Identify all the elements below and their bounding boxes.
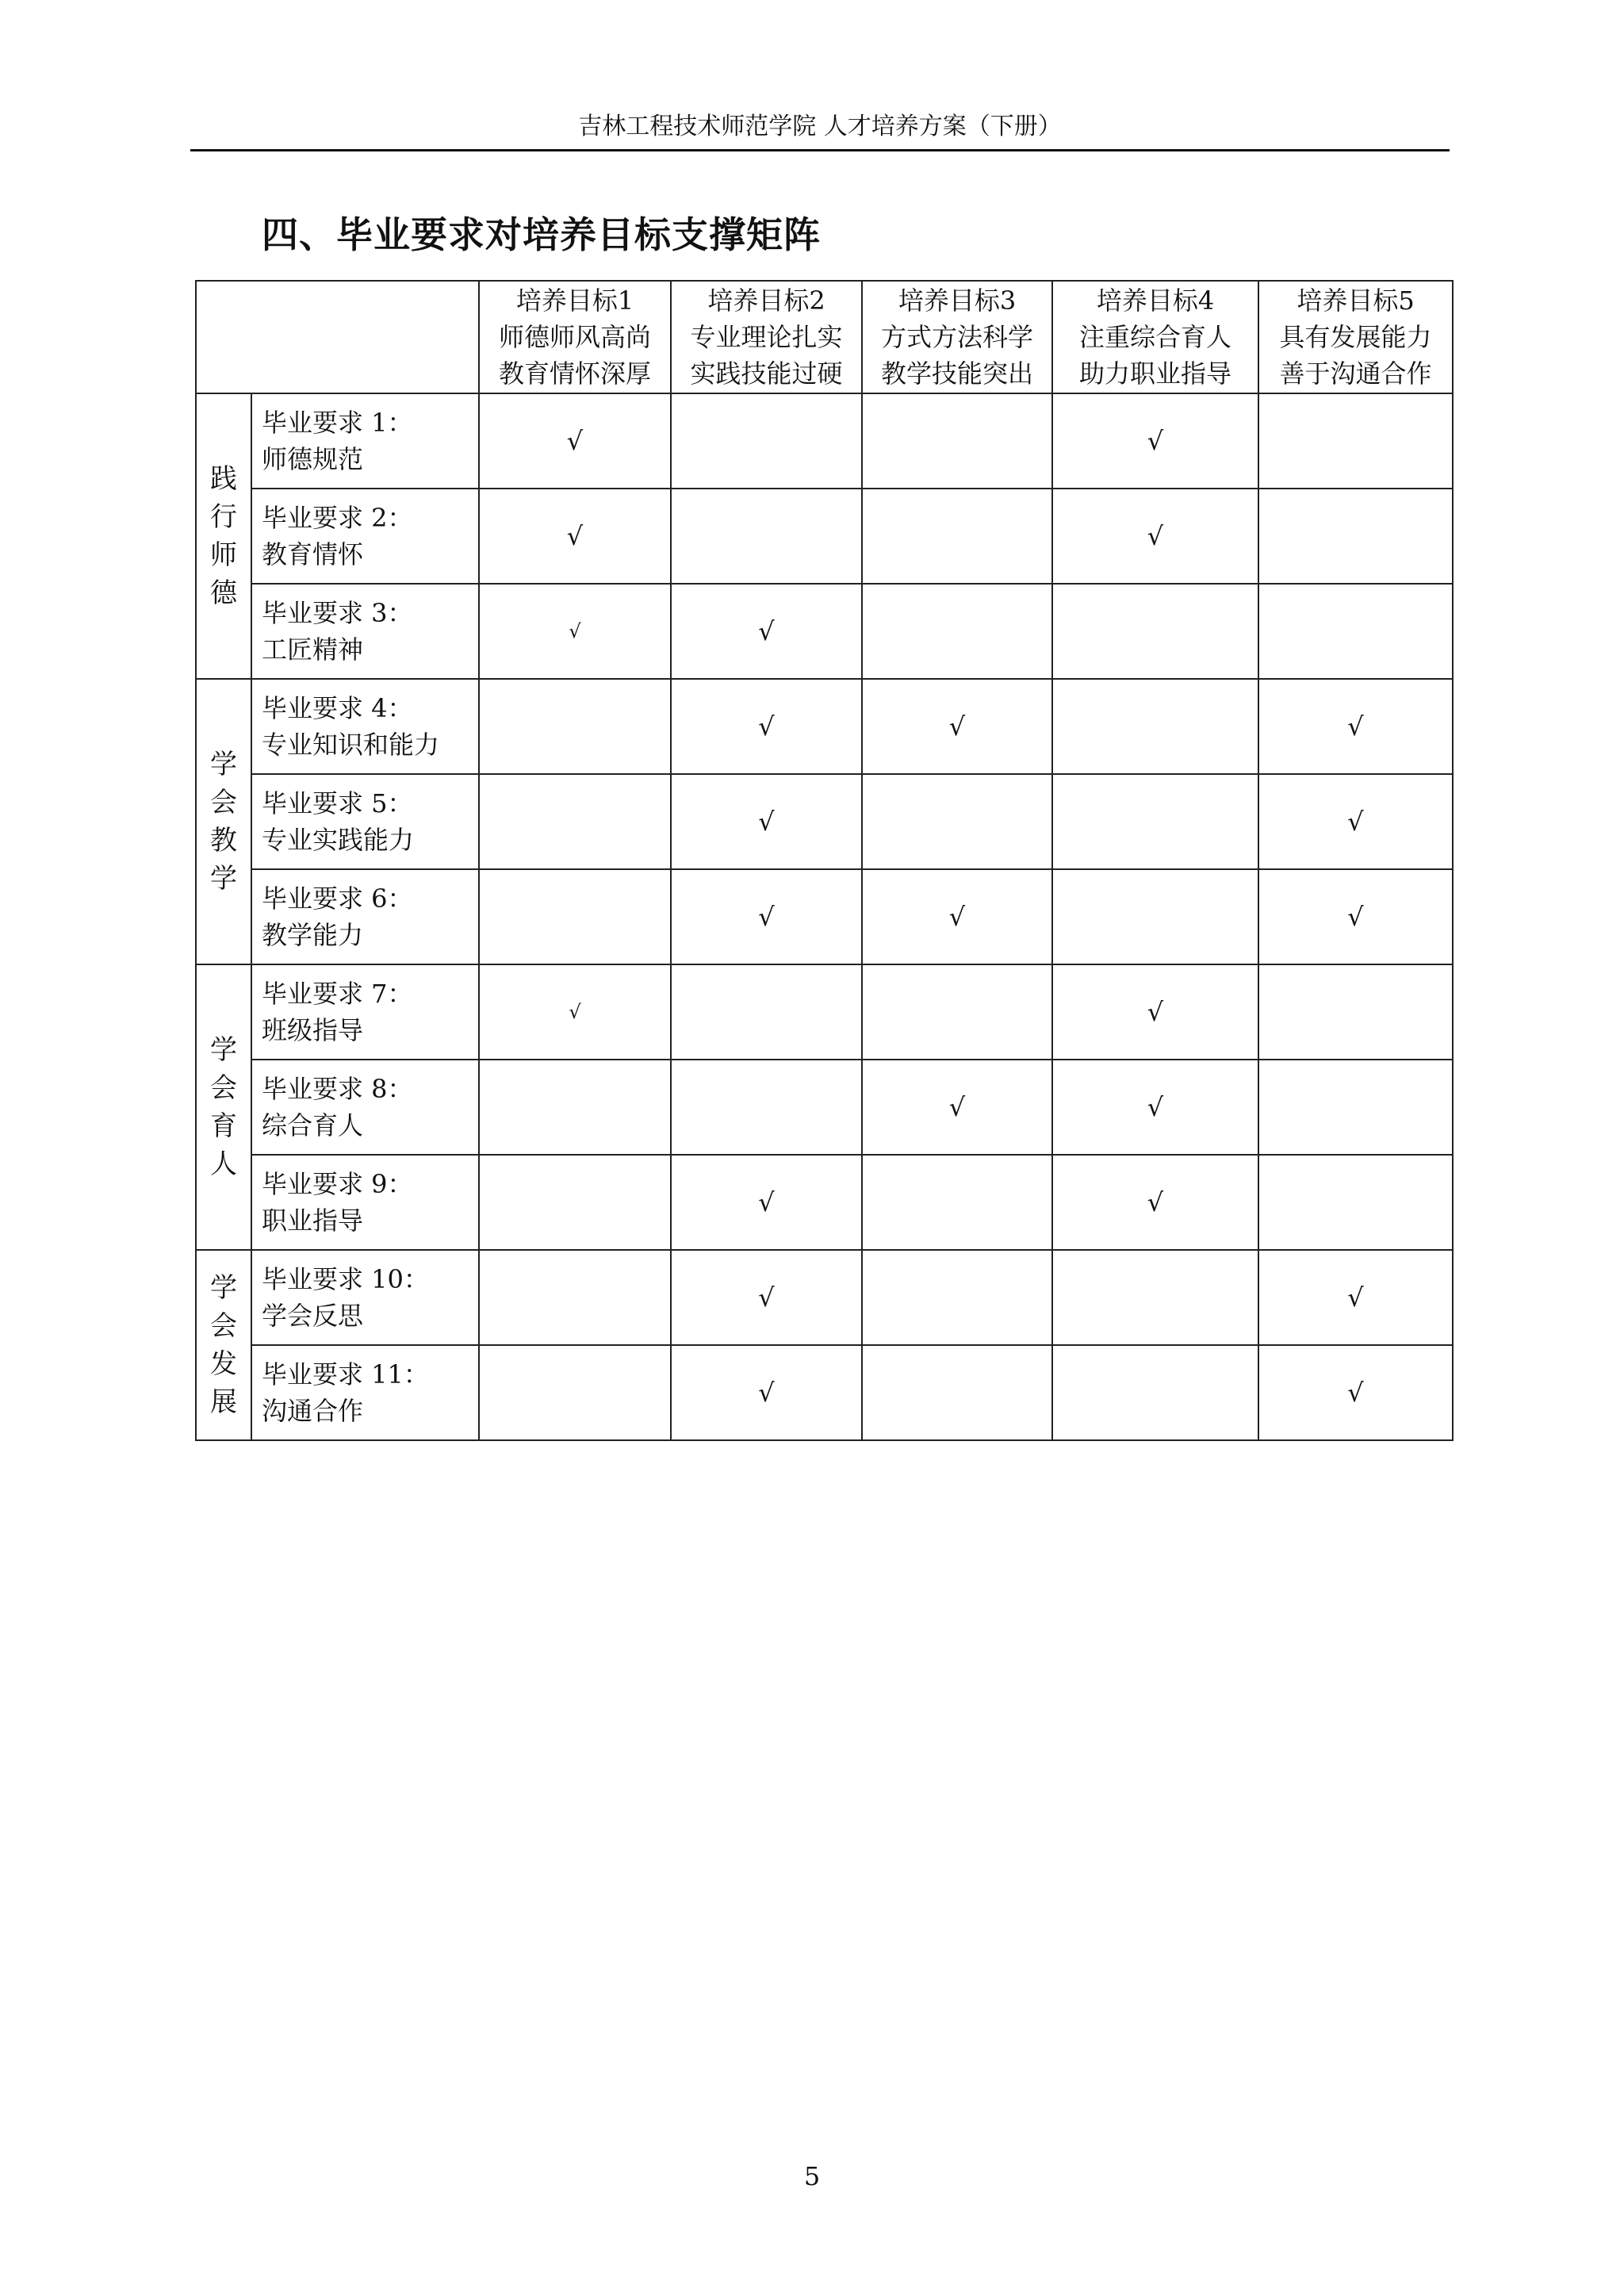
requirement-number: 毕业要求 10：	[262, 1264, 429, 1294]
group-label-char: 学	[210, 1272, 237, 1304]
group-label-cell	[196, 1250, 251, 1440]
support-mark-cell	[1258, 489, 1453, 584]
header-divider	[190, 149, 1450, 151]
support-mark-cell: √	[479, 489, 671, 584]
requirement-name: 综合育人	[262, 1110, 364, 1140]
group-label-char: 教	[210, 825, 237, 857]
column-header-desc: 具有发展能力	[1279, 322, 1432, 352]
support-mark-cell: √	[1052, 489, 1258, 584]
support-mark-cell	[1052, 1345, 1258, 1440]
group-label-char: 德	[210, 577, 237, 609]
requirement-cell	[251, 1155, 479, 1250]
requirement-number: 毕业要求 8：	[262, 1074, 413, 1104]
support-mark-cell: √	[671, 584, 862, 679]
support-mark-cell: √	[1052, 393, 1258, 489]
support-mark-cell: √	[671, 679, 862, 774]
requirement-number: 毕业要求 1：	[262, 408, 413, 438]
column-header-goal-2	[671, 281, 862, 393]
support-mark-cell: √	[1258, 1250, 1453, 1345]
group-label-char: 会	[210, 787, 237, 818]
group-label-cell	[196, 964, 251, 1250]
requirement-number: 毕业要求 9：	[262, 1169, 413, 1199]
requirement-number: 毕业要求 6：	[262, 884, 413, 914]
requirement-number: 毕业要求 3：	[262, 598, 413, 628]
support-mark-cell	[1052, 1250, 1258, 1345]
requirement-name: 专业知识和能力	[262, 730, 440, 760]
column-header-goal-4	[1052, 281, 1258, 393]
requirement-number: 毕业要求 2：	[262, 503, 413, 533]
support-mark-cell: √	[479, 393, 671, 489]
support-mark-cell: √	[671, 774, 862, 869]
support-mark-cell: √	[862, 869, 1052, 964]
support-mark-cell	[862, 489, 1052, 584]
column-header-desc: 教育情怀深厚	[498, 358, 651, 389]
group-label-char: 学	[210, 1034, 237, 1066]
group-label-char: 学	[210, 749, 237, 780]
support-mark-cell: √	[479, 584, 671, 679]
requirement-cell	[251, 1345, 479, 1440]
support-mark-cell	[479, 679, 671, 774]
column-header-desc: 专业理论扎实	[690, 322, 843, 352]
group-label-char: 展	[210, 1386, 237, 1418]
column-header-desc: 助力职业指导	[1078, 358, 1231, 389]
support-mark-cell	[1258, 964, 1453, 1060]
support-mark-cell: √	[671, 1250, 862, 1345]
column-header-desc: 善于沟通合作	[1279, 358, 1432, 389]
support-mark-cell	[671, 393, 862, 489]
support-mark-cell	[862, 393, 1052, 489]
page-number: 5	[803, 2161, 821, 2191]
support-mark-cell: √	[671, 869, 862, 964]
support-mark-cell	[862, 1250, 1052, 1345]
group-label-char: 育	[210, 1110, 237, 1142]
support-mark-cell	[1258, 584, 1453, 679]
support-mark-cell: √	[479, 964, 671, 1060]
table-header-row	[196, 281, 1453, 393]
group-label-char: 会	[210, 1072, 237, 1104]
requirement-cell	[251, 679, 479, 774]
header-corner-cell	[196, 281, 479, 393]
requirement-cell	[251, 774, 479, 869]
requirement-cell	[251, 869, 479, 964]
column-header-title: 培养目标1	[515, 286, 634, 316]
support-mark-cell	[862, 1155, 1052, 1250]
support-mark-cell: √	[862, 679, 1052, 774]
support-mark-cell	[479, 1250, 671, 1345]
table-row	[196, 1250, 1453, 1345]
column-header-title: 培养目标5	[1297, 286, 1415, 316]
table-row	[196, 584, 1453, 679]
table-row	[196, 1345, 1453, 1440]
table-row	[196, 679, 1453, 774]
support-mark-cell	[479, 1155, 671, 1250]
group-label-cell	[196, 393, 251, 679]
column-header-desc: 实践技能过硬	[690, 358, 843, 389]
table-body	[196, 393, 1453, 1440]
requirement-number: 毕业要求 7：	[262, 979, 413, 1009]
support-mark-cell	[671, 1060, 862, 1155]
support-mark-cell: √	[862, 1060, 1052, 1155]
requirement-cell	[251, 584, 479, 679]
support-mark-cell	[862, 964, 1052, 1060]
column-header-title: 培养目标3	[898, 286, 1017, 316]
support-mark-cell: √	[671, 1345, 862, 1440]
support-mark-cell	[1052, 679, 1258, 774]
column-header-goal-5	[1258, 281, 1453, 393]
support-mark-cell	[862, 1345, 1052, 1440]
group-label-char: 会	[210, 1310, 237, 1342]
section-title: 四、毕业要求对培养目标支撑矩阵	[262, 213, 821, 256]
group-label-char: 人	[210, 1148, 237, 1180]
support-mark-cell	[479, 1060, 671, 1155]
group-label-char: 师	[210, 539, 237, 571]
group-label-char: 发	[210, 1348, 237, 1380]
column-header-title: 培养目标4	[1096, 286, 1215, 316]
support-mark-cell	[1052, 869, 1258, 964]
requirement-name: 师德规范	[262, 444, 364, 474]
support-mark-cell	[862, 774, 1052, 869]
support-mark-cell	[479, 1345, 671, 1440]
requirement-cell	[251, 1060, 479, 1155]
requirement-name: 专业实践能力	[262, 825, 415, 855]
support-mark-cell	[1258, 1060, 1453, 1155]
group-label-cell	[196, 679, 251, 964]
group-label-char: 行	[210, 501, 237, 533]
requirement-name: 职业指导	[262, 1205, 364, 1236]
column-header-desc: 方式方法科学	[880, 322, 1033, 352]
support-mark-cell	[1258, 393, 1453, 489]
requirement-name: 教学能力	[262, 920, 364, 950]
column-header-goal-1	[479, 281, 671, 393]
requirement-name: 学会反思	[262, 1301, 364, 1331]
table-row	[196, 393, 1453, 489]
requirement-cell	[251, 1250, 479, 1345]
group-label-char: 践	[210, 463, 237, 495]
column-header-goal-3	[862, 281, 1052, 393]
support-mark-cell	[671, 964, 862, 1060]
requirement-number: 毕业要求 4：	[262, 693, 413, 723]
support-mark-cell	[1258, 1155, 1453, 1250]
requirement-name: 沟通合作	[262, 1396, 364, 1426]
support-mark-cell	[479, 869, 671, 964]
support-mark-cell: √	[1258, 1345, 1453, 1440]
requirement-name: 工匠精神	[262, 634, 364, 665]
requirement-cell	[251, 393, 479, 489]
page-header: 吉林工程技术师范学院 人才培养方案（下册）	[578, 113, 1062, 140]
table-row	[196, 1155, 1453, 1250]
support-mark-cell: √	[1052, 964, 1258, 1060]
requirement-cell	[251, 489, 479, 584]
column-header-desc: 师德师风高尚	[498, 322, 651, 352]
group-label-char: 学	[210, 863, 237, 895]
column-header-title: 培养目标2	[707, 286, 825, 316]
column-header-desc: 注重综合育人	[1078, 322, 1231, 352]
column-header-desc: 教学技能突出	[880, 358, 1033, 389]
table-row	[196, 964, 1453, 1060]
support-mark-cell: √	[1258, 869, 1453, 964]
support-matrix-table	[195, 280, 1454, 1441]
requirement-name: 教育情怀	[262, 539, 364, 569]
support-mark-cell	[671, 489, 862, 584]
requirement-number: 毕业要求 5：	[262, 788, 413, 818]
support-mark-cell: √	[1052, 1155, 1258, 1250]
support-mark-cell	[1052, 584, 1258, 679]
support-mark-cell: √	[671, 1155, 862, 1250]
support-mark-cell	[479, 774, 671, 869]
support-mark-cell: √	[1052, 1060, 1258, 1155]
table-row	[196, 869, 1453, 964]
support-mark-cell: √	[1258, 679, 1453, 774]
support-mark-cell	[1052, 774, 1258, 869]
requirement-number: 毕业要求 11：	[262, 1359, 429, 1389]
requirement-name: 班级指导	[262, 1015, 364, 1045]
support-mark-cell: √	[1258, 774, 1453, 869]
requirement-cell	[251, 964, 479, 1060]
table-row	[196, 774, 1453, 869]
table-row	[196, 1060, 1453, 1155]
support-mark-cell	[862, 584, 1052, 679]
table-row	[196, 489, 1453, 584]
